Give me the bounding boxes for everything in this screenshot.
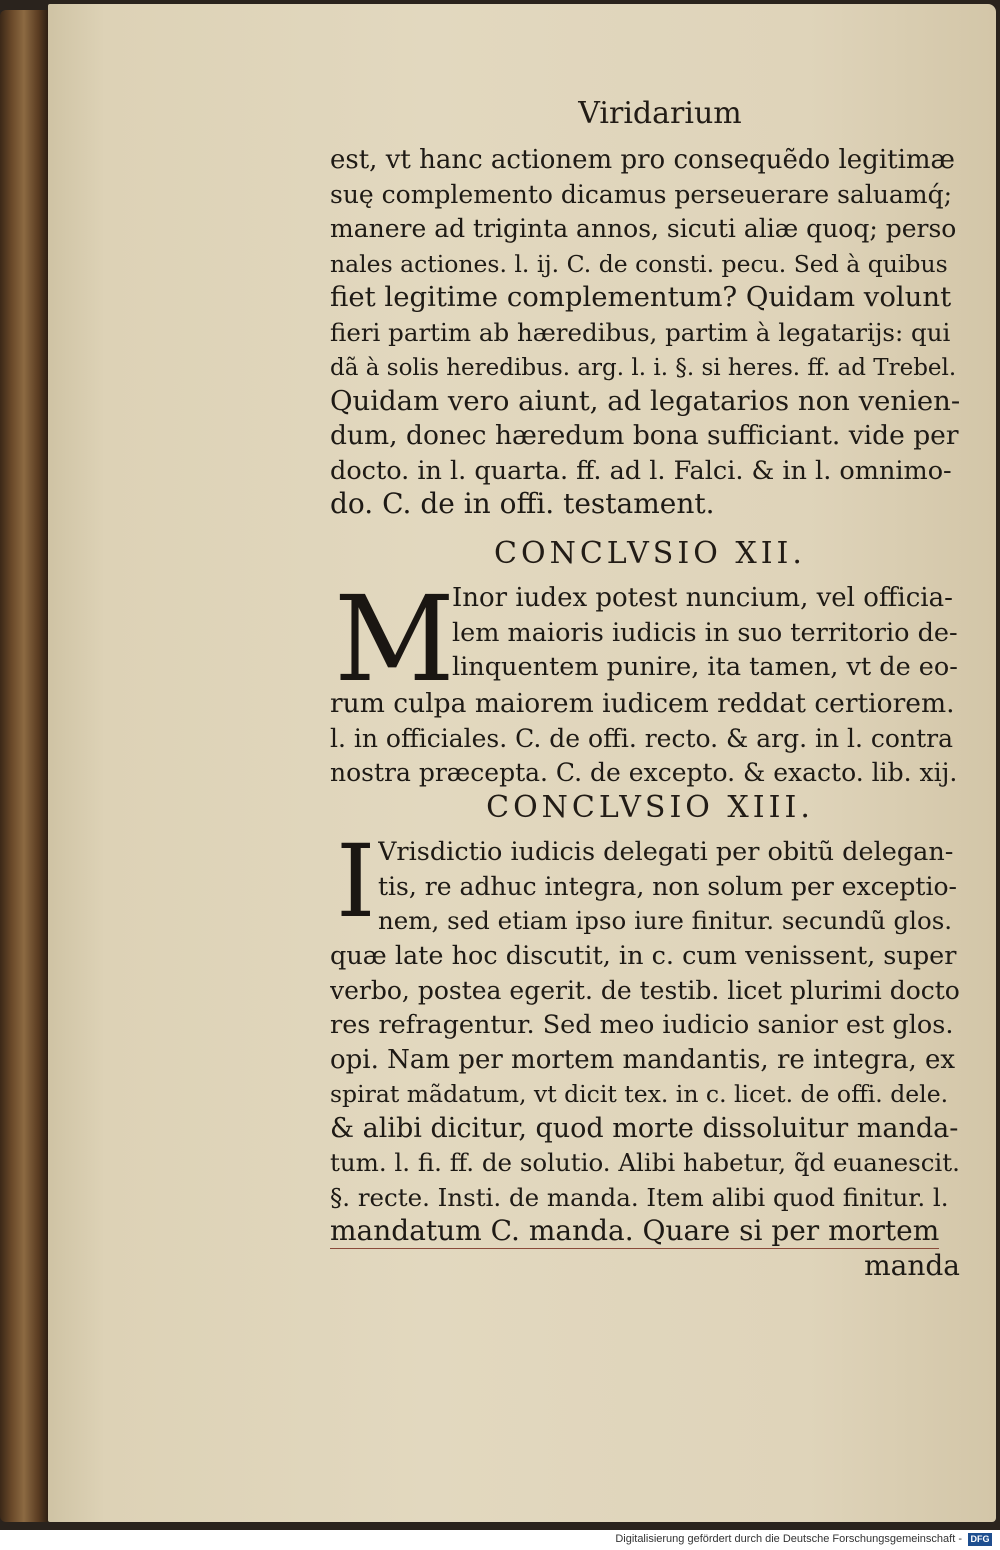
- text-line: fieri partim ab hæredibus, partim à legatarijs: qui: [330, 317, 951, 347]
- text-line: rum culpa maiorem iudicem reddat certiorem.: [330, 686, 960, 721]
- text-line: manere ad triginta annos, sicuti aliæ quoq; perso: [330, 211, 960, 246]
- footer-credit: Digitalisierung gefördert durch die Deutsche Forschungsgemeinschaft -: [615, 1533, 962, 1545]
- dfg-logo: DFG: [968, 1533, 992, 1546]
- text-line: docto. in l. quarta. ff. ad l. Falci. & in l. omnimo-: [330, 455, 952, 486]
- text-line: suę complemento dicamus perseuerare saluamq́;: [330, 177, 960, 212]
- book-edge: [0, 10, 48, 1522]
- paragraph-2-indented: [452, 580, 962, 684]
- paragraph-3: [330, 938, 960, 1283]
- text-line: tis, re adhuc integra, non solum per exceptio-: [378, 871, 957, 901]
- text-line: Inor iudex potest nuncium, vel officia-: [452, 580, 962, 615]
- paragraph-1: [330, 142, 960, 522]
- drop-cap-i: I: [336, 823, 376, 940]
- section-heading-13: CONCLVSIO XIII.: [486, 790, 814, 825]
- text-line: verbo, postea egerit. de testib. licet plurimi docto: [330, 975, 960, 1005]
- text-line: §. recte. Insti. de manda. Item alibi quod finitur. l.: [330, 1182, 949, 1212]
- paragraph-3-indented: [378, 834, 962, 938]
- text-line: do. C. de in offi. testament.: [330, 487, 715, 520]
- text-line: lem maioris iudicis in suo territorio de-: [452, 615, 962, 650]
- text-line: nem, sed etiam ipso iure finitur. secundũ glos.: [378, 906, 953, 935]
- text-line: Vrisdictio iudicis delegati per obitũ delegan-: [378, 837, 954, 867]
- text-line: spirat mãdatum, vt dicit tex. in c. licet. de offi. dele.: [330, 1080, 949, 1108]
- paragraph-2: [330, 686, 960, 790]
- running-head: Viridarium: [578, 96, 742, 131]
- text-line: quæ late hoc discutit, in c. cum venissent, super: [330, 941, 957, 971]
- text-line: mandatum C. manda. Quare si per mortem: [330, 1214, 960, 1249]
- text-line: dã à solis heredibus. arg. l. i. §. si heres. ff. ad Trebel.: [330, 355, 957, 381]
- text-line: tum. l. fi. ff. de solutio. Alibi habetur, q̃d euanescit.: [330, 1148, 960, 1177]
- text-line: linquentem punire, ita tamen, vt de eo-: [452, 649, 962, 684]
- text-line: nales actiones. l. ij. C. de consti. pecu. Sed à quibus: [330, 249, 948, 278]
- section-heading-12: CONCLVSIO XII.: [494, 536, 806, 571]
- text-line: est, vt hanc actionem pro consequẽdo legitimæ: [330, 145, 955, 175]
- drop-cap-m: M: [334, 570, 455, 708]
- text-line: res refragentur. Sed meo iudicio sanior est glos.: [330, 1010, 954, 1040]
- text-line: & alibi dicitur, quod morte dissoluitur manda-: [330, 1112, 959, 1144]
- text-line: dum, donec hæredum bona sufficiant. vide per: [330, 420, 959, 451]
- text-line: Quidam vero aiunt, ad legatarios non venien-: [330, 384, 960, 417]
- text-line: opi. Nam per mortem mandantis, re integra, ex: [330, 1042, 960, 1077]
- text-line: fiet legitime complementum? Quidam volunt: [330, 281, 952, 313]
- footer-bar: [0, 1530, 1000, 1550]
- text-line: l. in officiales. C. de offi. recto. & arg. in l. contra: [330, 723, 953, 753]
- text-line: nostra præcepta. C. de excepto. & exacto. lib. xij.: [330, 758, 958, 787]
- catchword: manda: [864, 1248, 960, 1282]
